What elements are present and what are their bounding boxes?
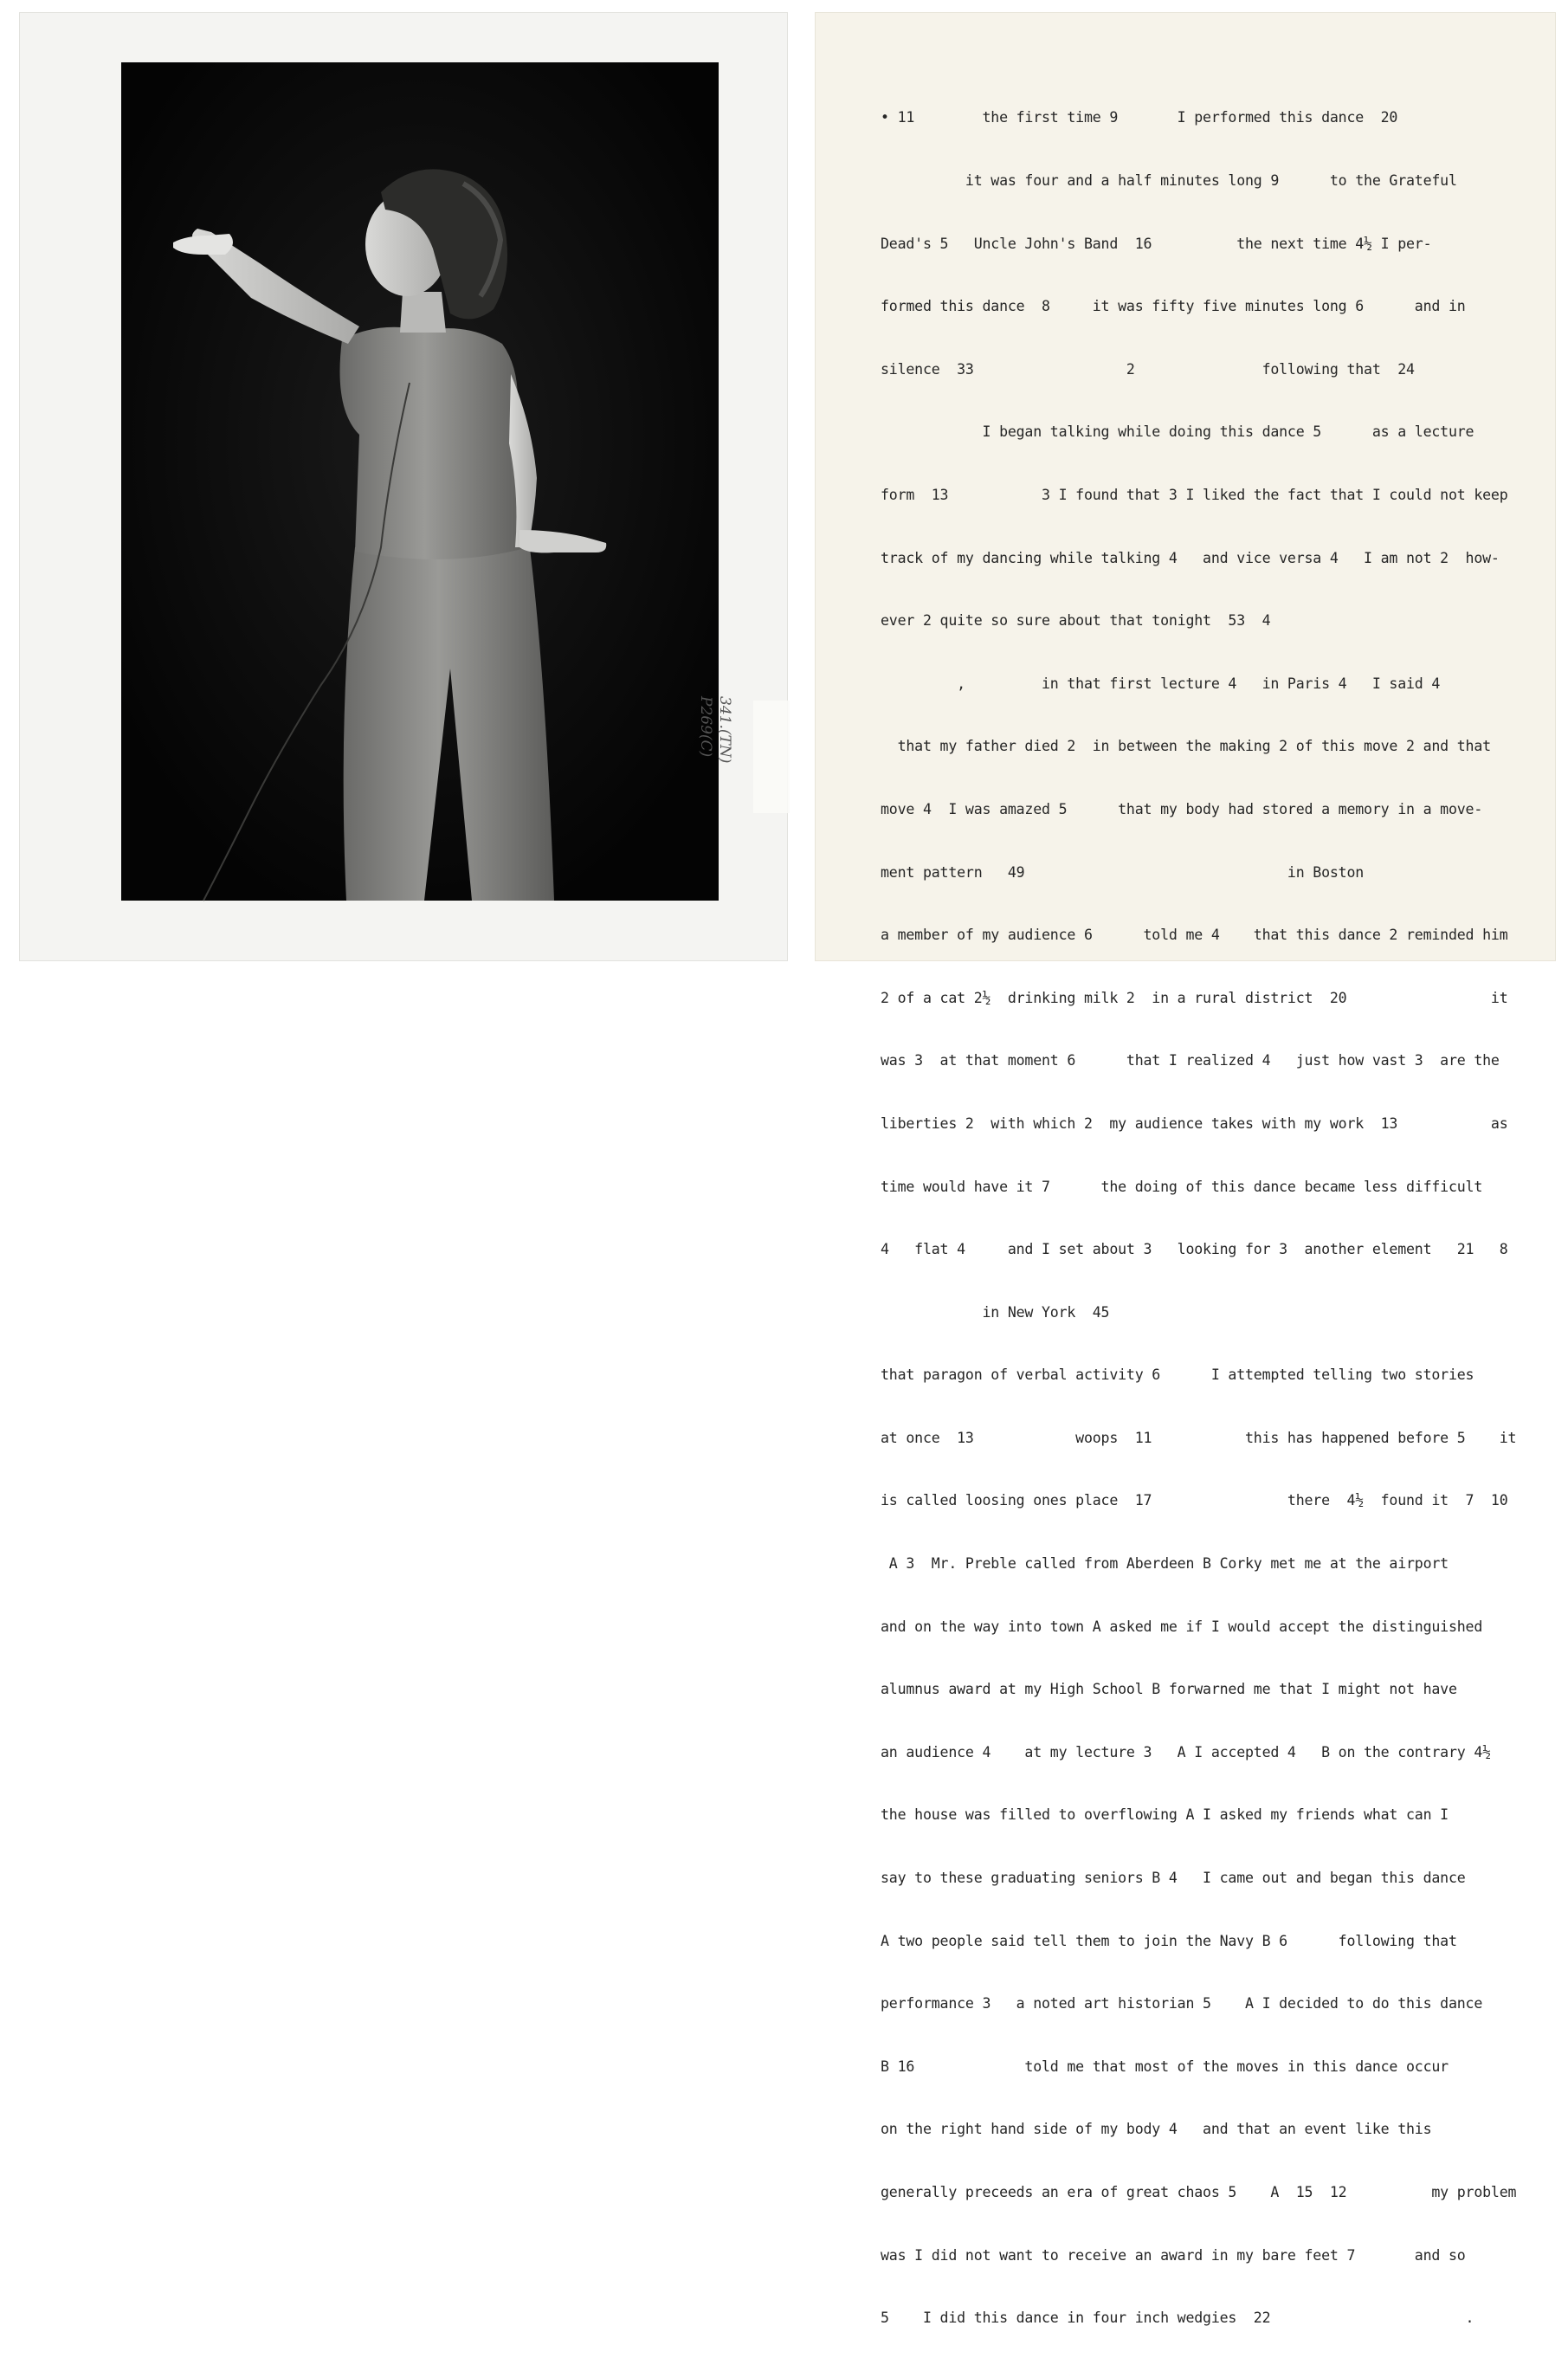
pencil-note-line-2: P269(C): [697, 696, 714, 758]
typescript-text: [881, 66, 1539, 2371]
text-line: ment pattern 49 in Boston: [881, 863, 1365, 881]
text-line: formed this dance 8 it was fifty five minutes long 6 and in: [881, 298, 1466, 315]
text-line: I began talking while doing this dance 5 as a lecture: [881, 423, 1474, 441]
text-line: an audience 4 at my lecture 3 A I accepted 4 B on the contrary 4½: [881, 1743, 1491, 1760]
text-line: liberties 2 with which 2 my audience takes with my work 13 as: [881, 1114, 1508, 1132]
text-line: was 3 at that moment 6 that I realized 4 just how vast 3 are the: [881, 1052, 1500, 1069]
text-line: 2 of a cat 2½ drinking milk 2 in a rural district 20 it: [881, 989, 1508, 1006]
text-line: it was four and a half minutes long 9 to the Grateful: [881, 172, 1457, 189]
text-line: at once 13 woops 11 this has happened before 5 it: [881, 1429, 1517, 1446]
text-line: time would have it 7 the doing of this dance became less difficult: [881, 1178, 1483, 1195]
photo-print: [19, 12, 788, 961]
text-line: track of my dancing while talking 4 and vice versa 4 I am not 2 how-: [881, 549, 1500, 566]
text-line: Dead's 5 Uncle John's Band 16 the next time 4½ I per-: [881, 235, 1432, 252]
text-line: is called loosing ones place 17 there 4½ found it 7 10: [881, 1492, 1508, 1509]
text-line: that paragon of verbal activity 6 I attempted telling two stories: [881, 1366, 1474, 1384]
text-line: • 11 the first time 9 I performed this dance 20: [881, 109, 1398, 126]
text-line: in New York 45: [881, 1303, 1110, 1321]
text-line: performance 3 a noted art historian 5 A I decided to do this dance: [881, 1995, 1483, 2012]
pencil-note-line-1: 341.(TN): [716, 696, 733, 764]
text-line: A two people said tell them to join the Navy B 6 following that: [881, 1932, 1457, 1949]
text-line: on the right hand side of my body 4 and that an event like this: [881, 2121, 1432, 2138]
text-line: move 4 I was amazed 5 that my body had stored a memory in a move-: [881, 800, 1483, 817]
text-line: the house was filled to overflowing A I asked my friends what can I: [881, 1806, 1449, 1824]
text-line: say to these graduating seniors B 4 I came out and began this dance: [881, 1870, 1466, 1887]
pencil-catalog-note: [696, 696, 734, 763]
text-line: alumnus award at my High School B forwarned me that I might not have: [881, 1681, 1457, 1698]
text-line: form 13 3 I found that 3 I liked the fact that I could not keep: [881, 486, 1508, 503]
dancer-photograph: [121, 62, 719, 901]
text-line: B 16 told me that most of the moves in this dance occur: [881, 2058, 1449, 2075]
dancer-figure: [121, 62, 719, 901]
text-line: generally preceeds an era of great chaos 5 A 15 12 my problem: [881, 2184, 1517, 2200]
text-line: silence 33 2 following that 24: [881, 360, 1415, 378]
paper-tape: [753, 701, 790, 813]
typescript-page: [815, 12, 1556, 2327]
text-line: 5 I did this dance in four inch wedgies 22 .: [881, 2310, 1474, 2327]
text-line: ever 2 quite so sure about that tonight 53 4: [881, 612, 1271, 630]
text-line: was I did not want to receive an award in my bare feet 7 and so: [881, 2246, 1466, 2264]
text-line: a member of my audience 6 told me 4 that this dance 2 reminded him: [881, 927, 1508, 944]
text-line: , in that first lecture 4 in Paris 4 I said 4: [881, 675, 1441, 692]
text-line: A 3 Mr. Preble called from Aberdeen B Corky met me at the airport: [881, 1555, 1449, 1573]
text-line: 4 flat 4 and I set about 3 looking for 3 another element 21 8: [881, 1241, 1508, 1258]
text-line: that my father died 2 in between the making 2 of this move 2 and that: [881, 738, 1491, 755]
text-line: and on the way into town A asked me if I would accept the distinguished: [881, 1618, 1483, 1635]
